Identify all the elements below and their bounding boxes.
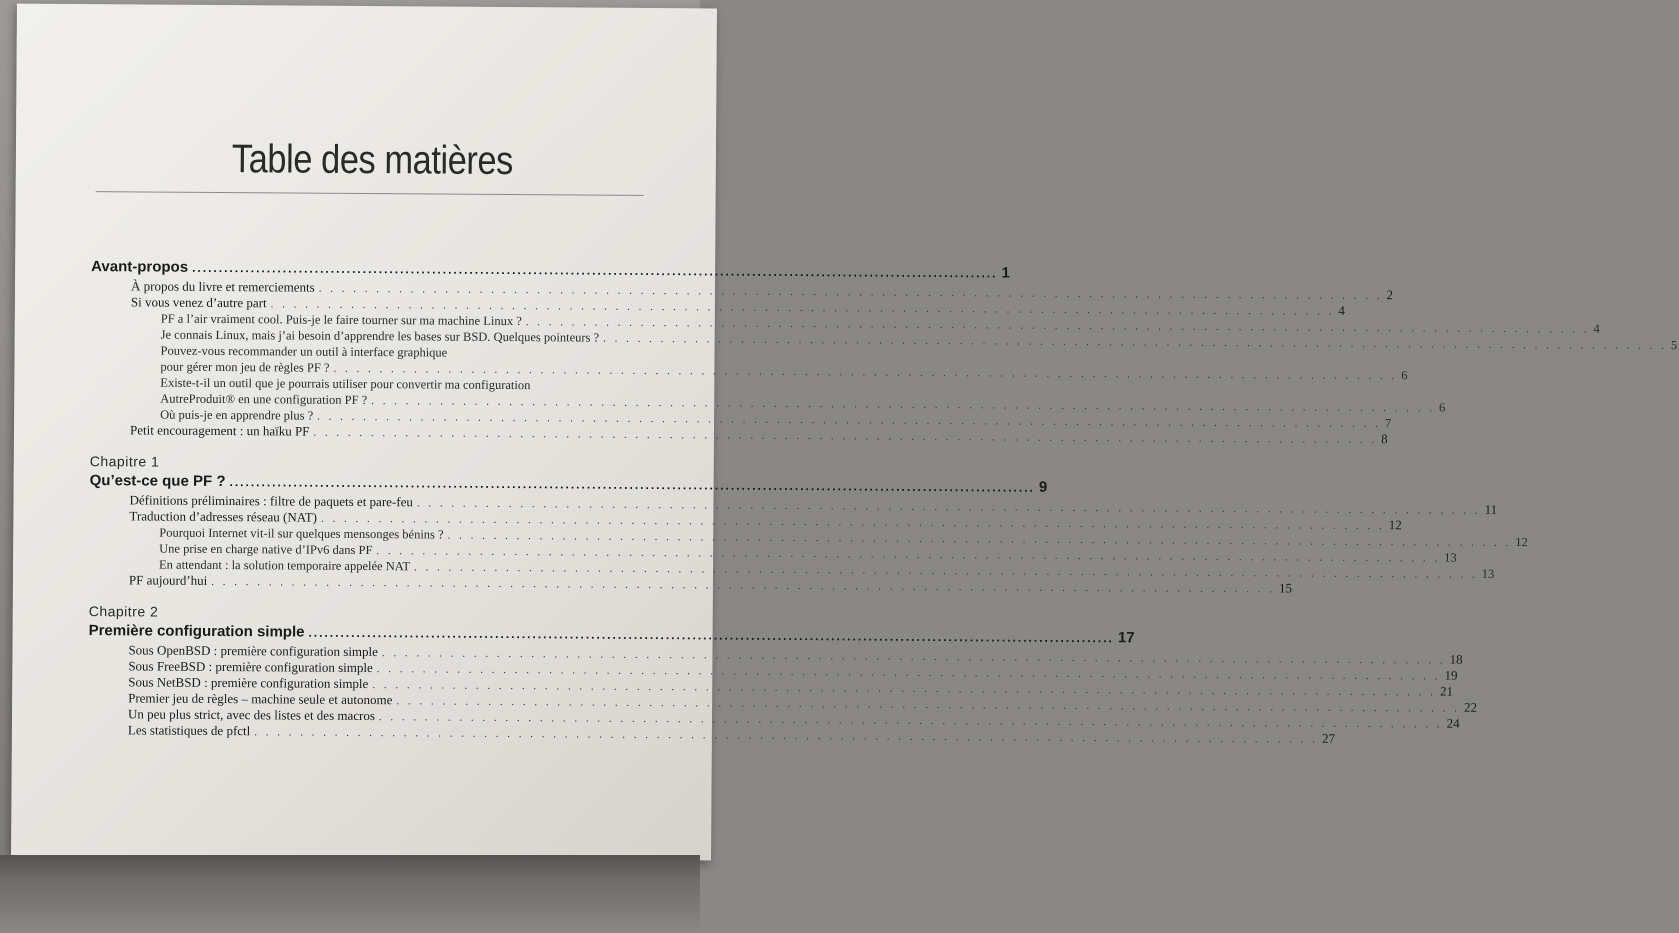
dot-leader: . . . . . . . . . . . . . . . . . . . . . . . . . . . . . . . . . . . . . . . . . . . . . . . . . . . . . . . . . . . . . . . . . . . . . . . . . . . . . . . . . . . . . . . . . . . . . <box>313 426 1378 447</box>
toc-subentry-label: AutreProduit® en une configuration PF ? <box>160 391 368 408</box>
toc-entry-page-number: 27 <box>1321 730 1336 746</box>
dot-leader: . . . . . . . . . . . . . . . . . . . . . . . . . . . . . . . . . . . . . . . . . . . . . . . . . . . . . . . . . . . . . . . . . . . . . . . . . . . . . . . . . . . . . . . . . . . . . <box>396 695 1461 715</box>
toc-subentry-label: Où puis-je en apprendre plus ? <box>160 407 314 423</box>
toc-entry-label: Sous FreeBSD : première configuration simple <box>128 658 373 676</box>
toc-entry-page-number: 12 <box>1388 517 1402 533</box>
toc-subentry-page-number: 7 <box>1384 416 1392 431</box>
dot-leader: . . . . . . . . . . . . . . . . . . . . . . . . . . . . . . . . . . . . . . . . . . . . . . . . . . . . . . . . . . . . . . . . . . . . . . . . . . . . . . . . . . . . . . . . . . . . . <box>416 497 1481 517</box>
chapter-label: Chapitre 1 <box>89 453 160 470</box>
chapter-label: Chapitre 2 <box>88 603 159 620</box>
toc-entry-page-number: 8 <box>1381 431 1388 447</box>
toc-entry-page-number: 18 <box>1449 651 1463 667</box>
dot-leader: . . . . . . . . . . . . . . . . . . . . . . . . . . . . . . . . . . . . . . . . . . . . . . . . . . . . . . . . . . . . . . . . . . . . . . . . . . . . . . . . . . . . . . . . . . . . . <box>333 362 1398 383</box>
dot-leader: . . . . . . . . . . . . . . . . . . . . . . . . . . . . . . . . . . . . . . . . . . . . . . . . . . . . . . . . . . . . . . . . . . . . . . . . . . . . . . . . . . . . . . . . . . . . . <box>254 726 1319 746</box>
dot-leader: . . . . . . . . . . . . . . . . . . . . . . . . . . . . . . . . . . . . . . . . . . . . . . . . . . . . . . . . . . . . . . . . . . . . . . . . . . . . . . . . . . . . . . . . . . . . . <box>270 298 1335 318</box>
toc-subentry-label: pour gérer mon jeu de règles PF ? <box>160 359 330 375</box>
dot-leader: . . . . . . . . . . . . . . . . . . . . . . . . . . . . . . . . . . . . . . . . . . . . . . . . . . . . . . . . . . . . . . . . . . . . . . . . . . . . . . . . . . . . . . . . . . . . . <box>318 282 1383 303</box>
toc-entry-label: PF aujourd’hui <box>128 572 208 588</box>
toc-entry-label: Traduction d’adresses réseau (NAT) <box>129 508 318 525</box>
chapter-heading-page-number: 17 <box>1117 629 1135 647</box>
toc-entry-page-number: 24 <box>1446 715 1460 731</box>
toc-subentry-label: Existe-t-il un outil que je pourrais utiliser pour convertir ma configuration <box>160 375 531 393</box>
toc-entry-label: Sous NetBSD : première configuration simple <box>128 674 369 692</box>
toc-entry-label: Si vous venez d’autre part <box>130 294 267 311</box>
surface-below-page <box>0 855 700 933</box>
toc-subentry-label: En attendant : la solution temporaire appelée NAT <box>159 557 411 574</box>
title-rule <box>96 191 644 196</box>
book-page <box>11 4 1678 861</box>
toc-entry-page-number: 2 <box>1386 287 1394 303</box>
dot-leader: . . . . . . . . . . . . . . . . . . . . . . . . . . . . . . . . . . . . . . . . . . . . . . . . . . . . . . . . . . . . . . . . . . . . . . . . . . . . . . . . . . . . . . . . . . . . . <box>371 395 1436 415</box>
toc-subentry-page-number: 13 <box>1444 550 1457 565</box>
dot-leader: . . . . . . . . . . . . . . . . . . . . . . . . . . . . . . . . . . . . . . . . . . . . . . . . . . . . . . . . . . . . . . . . . . . . . . . . . . . . . . . . . . . . . . . . . . . . . <box>603 332 1667 353</box>
toc-entry-page-number: 19 <box>1444 667 1458 683</box>
dot-leader: . . . . . . . . . . . . . . . . . . . . . . . . . . . . . . . . . . . . . . . . . . . . . . . . . . . . . . . . . . . . . . . . . . . . . . . . . . . . . . . . . . . . . . . . . . . . . <box>376 663 1441 683</box>
toc-subentry-label: Une prise en charge native d’IPv6 dans PF <box>159 541 373 558</box>
chapter-heading-label: Qu’est-ce que PF ? <box>89 472 226 491</box>
toc-entry-page-number: 15 <box>1279 580 1293 596</box>
toc-entry-label: Premier jeu de règles – machine seule et autonome <box>128 690 393 708</box>
dot-leader: . . . . . . . . . . . . . . . . . . . . . . . . . . . . . . . . . . . . . . . . . . . . . . . . . . . . . . . . . . . . . . . . . . . . . . . . . . . . . . . . . . . . . . . . . . . . . <box>211 575 1276 596</box>
dot-leader: . . . . . . . . . . . . . . . . . . . . . . . . . . . . . . . . . . . . . . . . . . . . . . . . . . . . . . . . . . . . . . . . . . . . . . . . . . . . . . . . . . . . . . . . . . . . . <box>378 711 1443 731</box>
chapter-heading-label: Première configuration simple <box>88 622 305 641</box>
toc-entry-label: Petit encouragement : un haïku PF <box>129 422 310 439</box>
toc-subentry-page-number: 5 <box>1670 338 1678 353</box>
toc-entry-label: Sous OpenBSD : première configuration simple <box>128 642 379 660</box>
toc-subentry-page-number: 6 <box>1401 368 1408 383</box>
toc-entry-label: À propos du livre et remerciements <box>130 278 315 295</box>
dot-leader: . . . . . . . . . . . . . . . . . . . . . . . . . . . . . . . . . . . . . . . . . . . . . . . . . . . . . . . . . . . . . . . . . . . . . . . . . . . . . . . . . . . . . . . . . . . . . <box>372 679 1437 699</box>
dot-leader: . . . . . . . . . . . . . . . . . . . . . . . . . . . . . . . . . . . . . . . . . . . . . . . . . . . . . . . . . . . . . . . . . . . . . . . . . . . . . . . . . . . . . . . . . . . . . <box>525 316 1590 336</box>
toc-subentry-page-number: 13 <box>1481 566 1495 581</box>
toc-entry-page-number: 11 <box>1484 501 1498 517</box>
page-title: Table des matières <box>231 137 514 184</box>
chapter-heading-label: Avant-propos <box>91 258 189 276</box>
toc-subentry-label: PF a l’air vraiment cool. Puis-je le faire tourner sur ma machine Linux ? <box>160 311 522 329</box>
toc-entry-label: Un peu plus strict, avec des listes et des macros <box>127 706 376 724</box>
table-of-contents <box>88 256 1678 746</box>
dot-leader: ....................................................................................................................................................... <box>229 475 1035 495</box>
toc-subentry-page-number: 6 <box>1438 400 1446 415</box>
toc-entry-label: Définitions préliminaires : filtre de paquets et pare-feu <box>129 492 413 510</box>
dot-leader: . . . . . . . . . . . . . . . . . . . . . . . . . . . . . . . . . . . . . . . . . . . . . . . . . . . . . . . . . . . . . . . . . . . . . . . . . . . . . . . . . . . . . . . . . . . . . <box>376 545 1441 565</box>
dot-leader: . . . . . . . . . . . . . . . . . . . . . . . . . . . . . . . . . . . . . . . . . . . . . . . . . . . . . . . . . . . . . . . . . . . . . . . . . . . . . . . . . . . . . . . . . . . . . <box>447 529 1512 550</box>
dot-leader: . . . . . . . . . . . . . . . . . . . . . . . . . . . . . . . . . . . . . . . . . . . . . . . . . . . . . . . . . . . . . . . . . . . . . . . . . . . . . . . . . . . . . . . . . . . . . <box>381 647 1446 667</box>
toc-subentry-label: Je connais Linux, mais j’ai besoin d’apprendre les bases sur BSD. Quelques pointeurs ? <box>160 327 600 345</box>
chapter-heading-page-number: 9 <box>1038 478 1048 496</box>
toc-subentry-label: Pourquoi Internet vit-il sur quelques mensonges bénins ? <box>159 525 444 542</box>
toc-entry-page-number: 22 <box>1464 699 1478 715</box>
toc-subentry-page-number: 12 <box>1515 535 1528 550</box>
toc-entry-page-number: 4 <box>1338 302 1345 318</box>
dot-leader: . . . . . . . . . . . . . . . . . . . . . . . . . . . . . . . . . . . . . . . . . . . . . . . . . . . . . . . . . . . . . . . . . . . . . . . . . . . . . . . . . . . . . . . . . . . . . <box>317 410 1381 431</box>
dot-leader: ....................................................................................................................................................... <box>192 260 998 281</box>
toc-subentry-page-number: 4 <box>1593 321 1600 336</box>
chapter-heading-page-number: 1 <box>1001 264 1010 282</box>
dot-leader: . . . . . . . . . . . . . . . . . . . . . . . . . . . . . . . . . . . . . . . . . . . . . . . . . . . . . . . . . . . . . . . . . . . . . . . . . . . . . . . . . . . . . . . . . . . . . <box>320 512 1385 533</box>
toc-subentry-label: Pouvez-vous recommander un outil à interface graphique <box>160 343 448 360</box>
dot-leader: ....................................................................................................................................................... <box>308 625 1114 646</box>
dot-leader: . . . . . . . . . . . . . . . . . . . . . . . . . . . . . . . . . . . . . . . . . . . . . . . . . . . . . . . . . . . . . . . . . . . . . . . . . . . . . . . . . . . . . . . . . . . . . <box>413 561 1478 581</box>
toc-entry-page-number: 21 <box>1440 683 1454 699</box>
toc-entry-label: Les statistiques de pfctl <box>127 722 251 739</box>
